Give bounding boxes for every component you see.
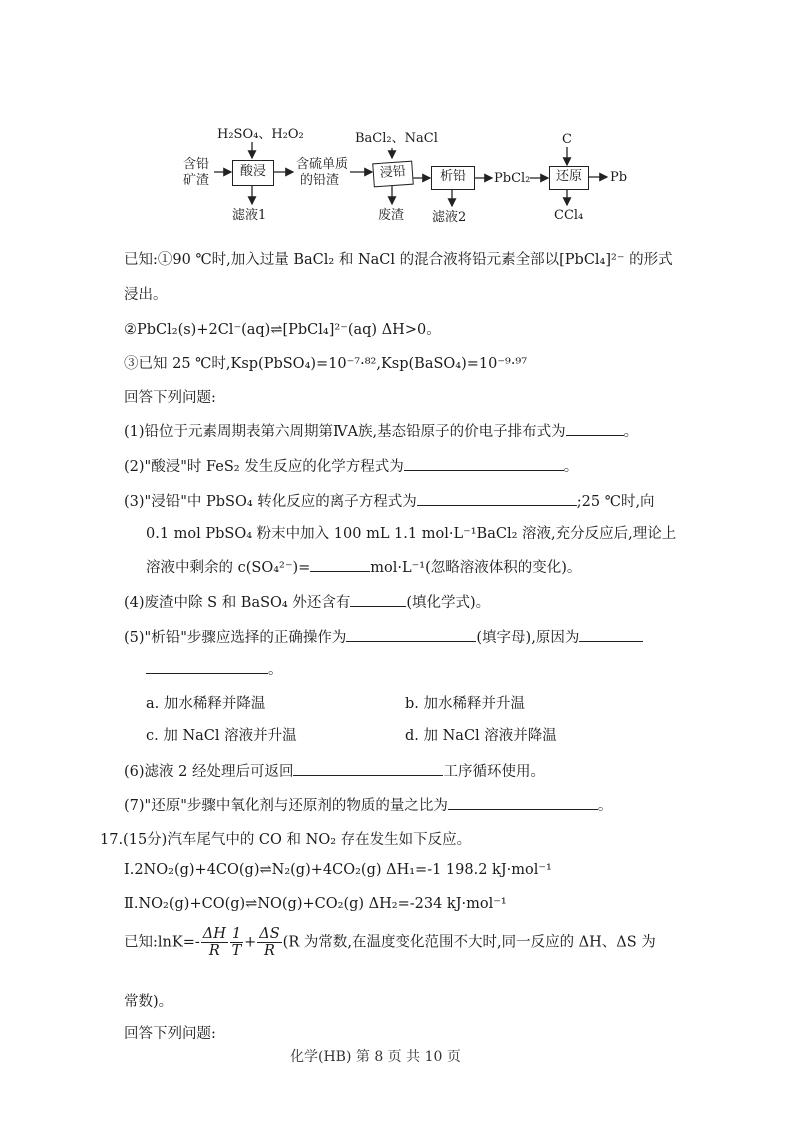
formula-explanation-end: 常数)。 (124, 994, 174, 1010)
question-3-unit: mol·L⁻¹(忽略溶液体积的变化)。 (370, 560, 582, 576)
question-17-answer-prompt: 回答下列问题: (124, 1026, 216, 1042)
reagent-bacl2-nacl: BaCl₂、NaCl (355, 131, 438, 146)
reagent-h2so4-h2o2: H₂SO₄、H₂O₂ (217, 127, 304, 142)
fraction-ds-numerator: ΔS (259, 926, 280, 942)
question-5-line2 (146, 658, 283, 679)
question-7-text: (7)"还原"步骤中氧化剂与还原剂的物质的量之比为 (124, 798, 448, 814)
answer-blank-q3-concentration[interactable] (310, 557, 370, 572)
question-5-line1 (124, 626, 643, 647)
step-box-reduction: 还原 (549, 166, 589, 190)
input-label-line2: 矿渣 (183, 173, 210, 188)
option-c: c. 加 NaCl 溶液并升温 (146, 728, 297, 744)
question-4-end: (填化学式)。 (406, 595, 491, 611)
output-ccl4: CCl₄ (554, 208, 584, 223)
intermediate-label-line2: 的铅渣 (300, 173, 340, 188)
fraction-ds-denominator: R (264, 943, 275, 959)
question-6-text: (6)滤液 2 经处理后可返回 (124, 764, 294, 780)
process-flow-diagram (0, 0, 800, 230)
question-6-end: 工序循环使用。 (443, 764, 545, 780)
question-3-text: (3)"浸铅"中 PbSO₄ 转化反应的离子方程式为 (124, 494, 417, 510)
question-6 (124, 760, 545, 781)
question-4-text: (4)废渣中除 S 和 BaSO₄ 外还含有 (124, 595, 351, 611)
product-pbcl2: PbCl₂ (494, 171, 531, 186)
known-condition-1-line1: 已知:①90 ℃时,加入过量 BaCl₂ 和 NaCl 的混合液将铅元素全部以[PbCl₄]²⁻ 的形式 (124, 252, 673, 268)
page-footer: 化学(HB) 第 8 页 共 10 页 (290, 1049, 461, 1065)
question-5-reason-label: (填字母),原因为 (476, 630, 580, 646)
reagent-carbon: C (562, 132, 572, 147)
flow-arrows (0, 0, 800, 230)
answer-blank-q7[interactable] (448, 795, 598, 810)
question-3-continue: ;25 ℃时,向 (576, 494, 655, 510)
known-condition-3: ③已知 25 ℃时,Ksp(PbSO₄)=10⁻⁷·⁸²,Ksp(BaSO₄)=10⁻⁹·⁹⁷ (124, 356, 528, 372)
answer-prompt: 回答下列问题: (124, 390, 216, 406)
question-3-line3 (146, 556, 581, 577)
input-label-line1: 含铅 (183, 157, 210, 172)
output-waste-residue: 废渣 (378, 208, 405, 223)
answer-blank-q6[interactable] (293, 761, 443, 776)
step-box-lead-precipitation: 析铅 (431, 166, 475, 190)
reaction-2: Ⅱ.NO₂(g)+CO(g)⇌NO(g)+CO₂(g) ΔH₂=-234 kJ·mol⁻¹ (124, 896, 507, 912)
known-condition-1-line2: 浸出。 (124, 287, 168, 303)
question-3-concentration: 溶液中剩余的 c(SO₄²⁻)= (146, 560, 311, 576)
answer-blank-q2[interactable] (404, 456, 564, 471)
question-7 (124, 794, 612, 815)
output-filtrate1: 滤液1 (232, 208, 267, 223)
fraction-dh-denominator: R (208, 943, 220, 959)
option-b: b. 加水稀释并升温 (405, 696, 525, 712)
formula-plus: + (244, 934, 257, 951)
question-1-end: 。 (623, 424, 639, 440)
answer-blank-q5-reason[interactable] (579, 627, 643, 642)
question-4 (124, 591, 490, 612)
fraction-1-t (230, 926, 243, 959)
option-a: a. 加水稀释并降温 (146, 696, 266, 712)
question-1 (124, 420, 638, 441)
question-3-line2: 0.1 mol PbSO₄ 粉末中加入 100 mL 1.1 mol·L⁻¹BaCl₂ 溶液,充分反应后,理论上 (146, 526, 677, 542)
fraction-dh-numerator: ΔH (202, 926, 226, 942)
fraction-1-numerator: 1 (231, 926, 242, 942)
step-box-lead-leach: 浸铅 (372, 161, 414, 188)
option-d: d. 加 NaCl 溶液并降温 (405, 728, 557, 744)
step-box-acid-leach: 酸浸 (232, 160, 274, 186)
product-pb: Pb (610, 170, 628, 185)
answer-blank-q5-choice[interactable] (346, 627, 476, 642)
answer-blank-q5-reason-cont[interactable] (146, 659, 268, 674)
reaction-1: Ⅰ.2NO₂(g)+4CO(g)⇌N₂(g)+4CO₂(g) ΔH₁=-1 198.2 kJ·mol⁻¹ (124, 862, 552, 878)
formula-prefix: 已知:lnK=- (124, 934, 200, 951)
known-condition-2: ②PbCl₂(s)+2Cl⁻(aq)⇌[PbCl₄]²⁻(aq) ΔH>0。 (124, 322, 441, 338)
question-2 (124, 455, 578, 476)
answer-blank-q3-equation[interactable] (417, 491, 577, 506)
formula-line (124, 926, 656, 959)
intermediate-label-line1: 含硫单质 (296, 157, 349, 172)
question-3-line1 (124, 490, 655, 511)
output-filtrate2: 滤液2 (432, 210, 467, 225)
fraction-dh-r (201, 926, 228, 959)
question-1-text: (1)铅位于元素周期表第六周期第ⅣA族,基态铅原子的价电子排布式为 (124, 424, 566, 440)
question-7-end: 。 (597, 798, 613, 814)
fraction-ds-r (257, 926, 281, 959)
answer-blank-q1[interactable] (566, 421, 624, 436)
question-5-text: (5)"析铅"步骤应选择的正确操作为 (124, 630, 347, 646)
question-17-title: 17.(15分)汽车尾气中的 CO 和 NO₂ 存在发生如下反应。 (100, 832, 472, 848)
question-5-end: 。 (268, 662, 283, 678)
answer-blank-q4[interactable] (350, 592, 406, 607)
question-2-text: (2)"酸浸"时 FeS₂ 发生反应的化学方程式为 (124, 459, 404, 475)
formula-explanation: (R 为常数,在温度变化范围不大时,同一反应的 ΔH、ΔS 为 (282, 934, 656, 951)
question-2-end: 。 (563, 459, 579, 475)
fraction-t-denominator: T (231, 943, 242, 959)
